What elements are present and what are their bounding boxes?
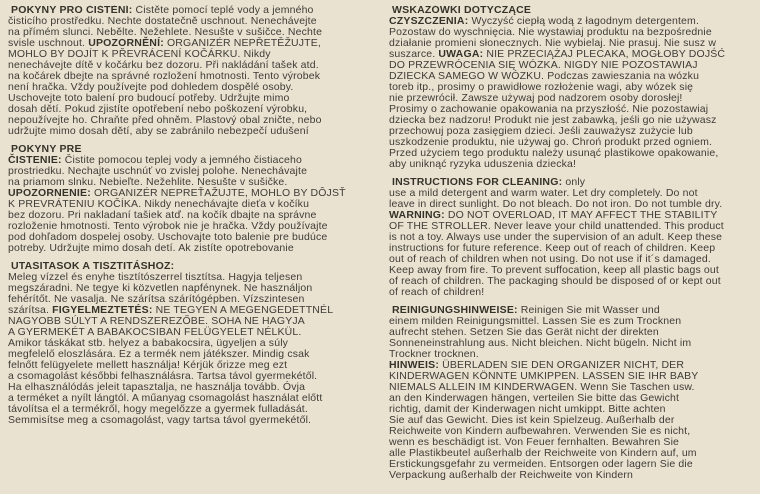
bold-heading-label: WARNING: (389, 209, 445, 221)
text-segment: suszarce. (389, 48, 439, 60)
text-segment: dziecka bez nadzoru! Produkt nie jest zabawką, jeśli go nie używasz (389, 114, 717, 126)
text-line (8, 126, 389, 137)
text-segment: fehérítőt. Ne vasalja. Ne szárítsa szárítógépben. Vízszintesen (8, 293, 305, 305)
text-segment: MOHLO BY DOJÍT K PŘEVRÁCENÍ KOČÁRKU. Nikdy (8, 48, 271, 60)
text-segment: aby uniknąć ryzyka uduszenia dziecka! (389, 158, 577, 170)
text-segment: richtig, damit der Kinderwagen nicht umkippt. Bitte achten (389, 403, 666, 415)
text-segment: KINDERWAGEN KÖNNTE UMKIPPEN. LASSEN SIE IHR BABY (389, 370, 699, 382)
text-segment: only (562, 176, 586, 188)
text-segment: Trockner trocknen. (389, 348, 479, 360)
text-segment: alle Plastikbeutel außerhalb der Reichweite von Kindern auf, um (389, 447, 697, 459)
section-german (389, 305, 760, 481)
bold-heading-label: POKYNY PRO ČIŠTĚNÍ: (11, 5, 133, 16)
text-segment: aufrecht stehen. Setzen Sie das Gerät nicht der direkten (389, 326, 659, 338)
text-line (389, 287, 760, 298)
section-czech (8, 5, 389, 137)
text-segment: nepoužívejte ho. Chraňte před ohněm. Plastový obal zničte, nebo (8, 114, 322, 126)
section-slovak (8, 144, 389, 254)
text-segment: Erstickungsgefahr zu vermeiden. Entsorgen oder lagern Sie die (389, 458, 693, 470)
text-segment: Reichweite von Kindern aufbewahren. Verwenden Sie es nicht, (389, 425, 691, 437)
text-segment: Reinigen Sie mit Wasser und (517, 304, 660, 316)
text-segment: A GYERMEKÉT A BABAKOCSIBAN FELÜGYELET NÉLKÜL. (8, 326, 302, 338)
text-segment: felnőtt felügyelete mellett használja! Kérjük őrizze meg ezt (8, 359, 288, 371)
text-segment: Meleg vízzel és enyhe tisztítószerrel tisztítsa. Hagyja teljesen (8, 271, 303, 283)
text-segment: pod dohľadom dospelej osoby. Uschovajte toto balenie pre budúce (8, 231, 328, 243)
bold-heading-label: INSTRUCTIONS FOR CLEANING: (392, 176, 563, 188)
text-segment: rozloženie hmotnosti. Tento výrobok nie je hračka. Vždy používajte (8, 220, 328, 232)
text-segment: udržujte mimo dosah dětí, aby se zabránilo nebezpečí udušení (8, 125, 309, 137)
text-segment: ORGANIZÉR NEPREŤAŽUJTE, MOHLO BY DÔJSŤ (90, 187, 346, 199)
text-segment: Sonneneinstrahlung aus. Nicht bleichen. Nicht bügeln. Nicht im (389, 337, 692, 349)
text-segment: of reach of children. The packaging should be disposed of or kept out (389, 275, 721, 287)
text-segment: na priamom slnku. Nebieľte. Nežehlite. Nesušte v sušičke. (8, 176, 288, 188)
text-segment: Keep away from fire. To prevent suffocation, keep all plastic bags out (389, 264, 719, 276)
text-segment: na přímém slunci. Nebělte. Nežehlete. Nesušte v sušičce. Nechte (8, 26, 323, 38)
text-segment: čisticího prostředku. Nechte dostatečně uschnout. Nenechávejte (8, 15, 317, 27)
text-segment: NAGYOBB SÚLYT A RENDSZEREZŐBE. SOHA NE HAGYJA (8, 315, 305, 327)
text-segment: DO PRZEWRÓCENIA SIĘ WÓZKA. NIGDY NIE POZOSTAWIAJ (389, 59, 698, 71)
text-segment: NE TEGYEN A MEGENGEDETTNÉL (152, 304, 334, 316)
text-segment: nenechávejte dítě v kočárku bez dozoru. Při nakládání tašek atd. (8, 59, 319, 71)
text-segment: potreby. Udržujte mimo dosah detí. Ak zistíte opotrebovanie (8, 242, 294, 254)
bold-heading-label: CZYSZCZENIA: (389, 15, 469, 27)
bold-heading-label: HINWEIS: (389, 359, 440, 371)
section-hungarian (8, 261, 389, 426)
bold-heading-label: ČISTENIE: (8, 154, 62, 166)
text-segment: Pozostaw do wyschnięcia. Nie wystawiaj produktu na bezpośrednie (389, 26, 712, 38)
text-segment: svisle uschnout. (8, 37, 89, 49)
text-segment: K PREVRÁTENIU KOČÍKA. Nikdy nenechávajte dieťa v kočíku (8, 198, 310, 210)
text-segment: DO NOT OVERLOAD, IT MAY AFFECT THE STABILITY (444, 209, 718, 221)
text-segment: Amikor táskákat stb. helyez a babakocsira, ügyeljen a súly (8, 337, 289, 349)
text-segment: przechowuj poza zasięgiem dzieci. Jeśli zauważysz zużycie lub (389, 125, 693, 137)
text-segment: a csomagolást későbbi felhasználásra. Tartsa távol gyermekétől. (8, 370, 318, 382)
text-segment: einem milden Reinigungsmittel. Lassen Sie es zum Trocknen (389, 315, 682, 327)
text-segment: Čistěte pomocí teplé vody a jemného (132, 5, 314, 16)
text-segment: is not a toy. Always use under the supervision of an adult. Keep these (389, 231, 723, 243)
text-segment: Verpackung außerhalb der Reichweite von Kindern (389, 469, 634, 481)
text-segment: Przed użyciem tego produktu należy usunąć plastikowe opakowanie, (389, 147, 719, 159)
bold-heading-label: UPOZORNENIE: (8, 187, 91, 199)
text-segment: Ha elhasználódás jeleit tapasztalja, ne használja tovább. Óvja (8, 381, 306, 393)
text-segment: instructions for future reference. Keep out of reach of children. Keep (389, 242, 716, 254)
text-segment: działanie promieni słonecznych. Nie wybielaj. Nie prasuj. Nie susz w (389, 37, 717, 49)
text-segment: ÜBERLADEN SIE DEN ORGANIZER NICHT, DER (439, 359, 685, 371)
text-segment: Semmisítse meg a csomagolást, vagy tartsa távol gyermekétől. (8, 414, 312, 426)
text-line (389, 470, 760, 481)
text-segment: Sie auf das Gewicht. Dies ist kein Spielzeug. Außerhalb der (389, 414, 675, 426)
text-segment: bez dozoru. Pri nakladaní tašiek atď. na kočík dbajte na správne (8, 209, 317, 221)
text-segment: a terméket a nyílt lángtól. A műanyag csomagolást használat előtt (8, 392, 323, 404)
text-line (8, 243, 389, 254)
column-left (8, 5, 389, 494)
text-segment: NIE PRZECIĄŻAJ PLECAKA, MOGŁOBY DOJŚĆ (483, 48, 726, 60)
text-segment: megszáradni. Ne tegye ki közvetlen napfénynek. Ne használjon (8, 282, 313, 294)
bold-heading-label: REINIGUNGSHINWEISE: (392, 304, 518, 316)
text-segment: use a mild detergent and warm water. Let dry completely. Do not (389, 187, 698, 199)
bold-heading-label: UWAGA: (438, 48, 484, 60)
text-segment: Čistite pomocou teplej vody a jemného čistiaceho (61, 154, 302, 166)
section-english (389, 177, 760, 298)
text-segment: wenn es beschädigt ist. Von Feuer fernhalten. Bewahren Sie (389, 436, 680, 448)
text-segment: ORGANIZÉR NEPŘETĚŽUJTE, (163, 37, 321, 49)
text-segment: OF THE STROLLER. Never leave your child unattended. This product (389, 220, 724, 232)
text-segment: nie przewrócił. Zawsze używaj pod nadzorem osoby dorosłej! (389, 92, 683, 104)
column-right (389, 5, 760, 494)
text-segment: out of reach of children when not using. Do not use if it´s damaged. (389, 253, 711, 265)
section-polish (389, 5, 760, 170)
bold-heading-label: WSKAZÓWKI DOTYCZĄCE (392, 5, 532, 16)
text-segment: NIEMALS ALLEIN IM KINDERWAGEN. Wenn Sie Taschen usw. (389, 381, 695, 393)
text-line (8, 415, 389, 426)
text-segment: Prosimy o zachowanie opakowania na przyszłość. Nie pozostawiaj (389, 103, 709, 115)
bold-heading-label: FIGYELMEZTETÉS: (52, 304, 153, 316)
text-segment: na kočárek dbejte na správné rozložení hmotnosti. Tento výrobek (8, 70, 321, 82)
text-segment: of reach of children! (389, 286, 485, 298)
text-segment: Wyczyść ciepłą wodą z łagodnym detergentem. (468, 15, 700, 27)
text-segment: megfelelő eloszlására. Ez a termék nem játékszer. Mindig csak (8, 348, 310, 360)
text-segment: není hračka. Vždy používejte pod dohledem dospělé osoby. (8, 81, 294, 93)
text-line (389, 159, 760, 170)
text-segment: dosah dětí. Pokud zjistíte opotřebení nebo poškození výrobku, (8, 103, 308, 115)
bold-heading-label: POKYNY PRE (11, 143, 82, 155)
bold-heading-label: UTASITASOK A TISZTITÁSHOZ: (11, 260, 175, 272)
text-segment: toreb itp., prosimy o prawidłowe rozłożenie wagi, aby wózek się (389, 81, 694, 93)
text-segment: uszkodzenie produktu, nie używaj go. Chroń produkt przed ogniem. (389, 136, 713, 148)
text-segment: Uschovejte toto balení pro budoucí potřeby. Udržujte mimo (8, 92, 290, 104)
bold-heading-label: UPOZORNĚNÍ: (88, 37, 164, 49)
text-segment: DZIECKA SAMEGO W WÓZKU. Podczas zawieszania na wózku (389, 70, 700, 82)
text-segment: prostriedku. Nechajte uschnúť vo zvislej polohe. Nenechávajte (8, 165, 308, 177)
text-segment: szárítsa. (8, 304, 53, 316)
text-segment: leave in direct sunlight. Do not bleach. Do not iron. Do not tumble dry. (389, 198, 723, 210)
text-segment: távolítsa el a termékről, hogy megelőzze a gyermek fulladását. (8, 403, 308, 415)
text-segment: an den Kinderwagen hängen, verteilen Sie bitte das Gewicht (389, 392, 680, 404)
